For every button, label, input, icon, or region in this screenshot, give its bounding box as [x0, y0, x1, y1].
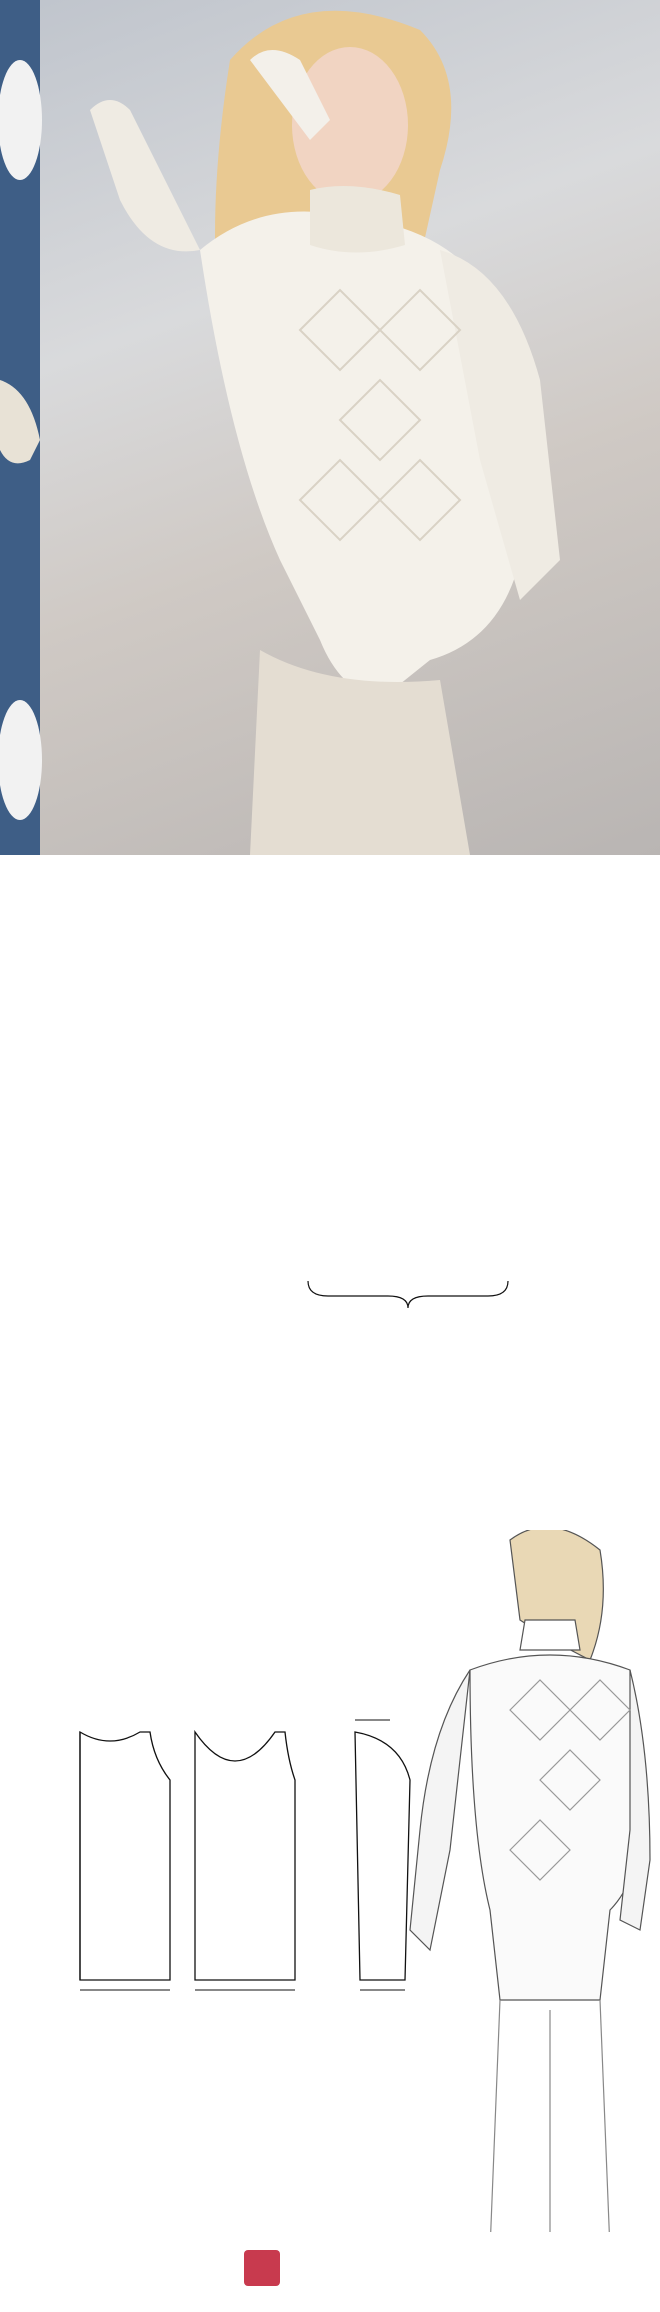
- sleeve-pattern: [355, 1732, 410, 1980]
- front-pattern: [195, 1732, 295, 1980]
- postila-logo-icon: [244, 2250, 280, 2286]
- site-footer: [0, 2232, 660, 2312]
- knitting-chart: [8, 1046, 648, 1326]
- model-info: [30, 1540, 440, 1546]
- sweater-photo-illustration: [0, 0, 660, 855]
- back-pattern: [80, 1732, 170, 1980]
- trousers-shape: [250, 650, 470, 855]
- model-photo: [0, 0, 660, 855]
- garment-patterns: [20, 1680, 460, 2100]
- rapport-brace: [308, 1281, 508, 1308]
- chart-grid: [8, 1046, 648, 1326]
